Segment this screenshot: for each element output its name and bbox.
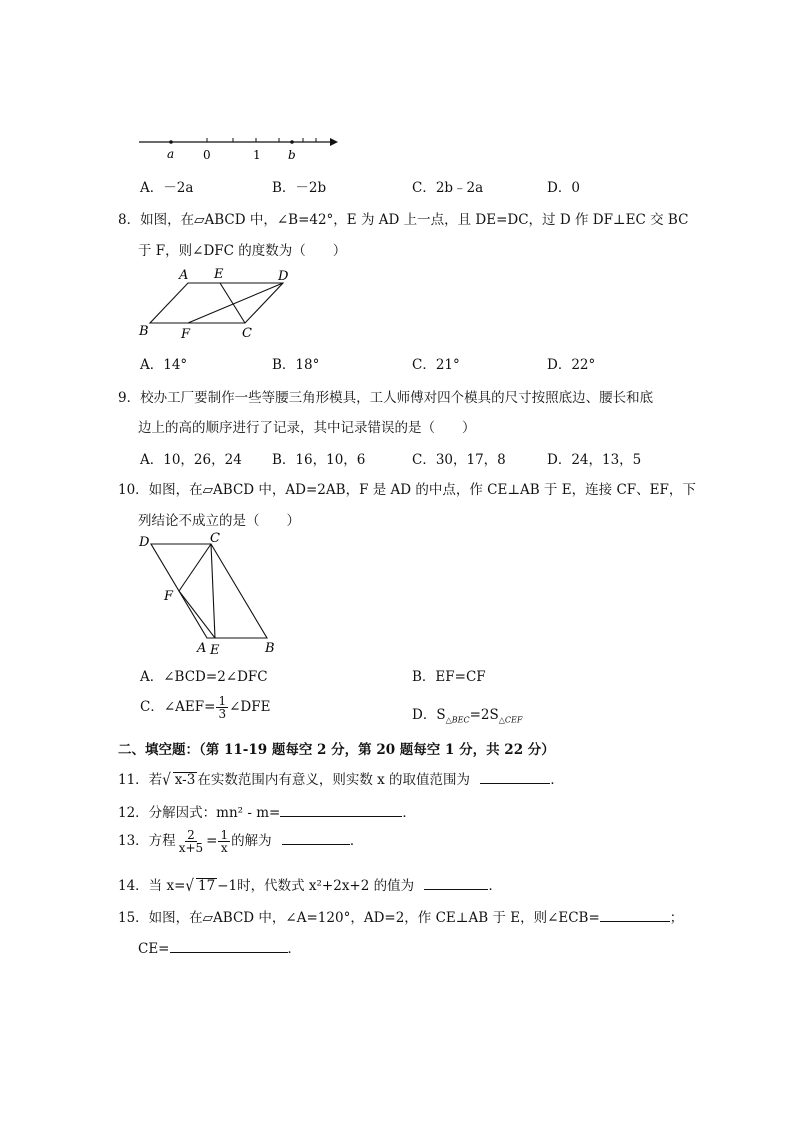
label-B: B [265, 641, 275, 656]
sqrt-sign-icon: √ [185, 876, 195, 896]
q12: 12．分解因式：mn² - m= ． [118, 805, 416, 821]
q15-ce-answer-blank[interactable] [170, 940, 288, 953]
point-a [169, 140, 173, 144]
q10-text-line1: 10．如图，在▱ABCD 中，AD=2AB，F 是 AD 的中点，作 CE⊥AB 于 E，连接 CF、EF，下 [118, 482, 696, 498]
q9-text-line1: 9．校办工厂要制作一些等腰三角形模具，工人师傅对四个模具的尺寸按照底边、腰长和底 [118, 390, 654, 406]
label-0: 0 [203, 148, 211, 162]
q14-radicand: 17 [198, 878, 216, 894]
q10-parallelogram-figure [135, 530, 285, 658]
q10-option-c [140, 695, 270, 720]
label-a: a [167, 147, 175, 161]
label-A: A [197, 641, 207, 656]
fraction-one-third: $\frac{1}{3}$ [218, 694, 227, 721]
label-E: E [214, 267, 224, 282]
q9-text-line2: 边上的高的顺序进行了记录，其中记录错误的是（ ） [138, 420, 476, 436]
q10-option-b: B．EF=CF [412, 669, 486, 685]
label-C: C [210, 531, 220, 546]
q14-answer-blank[interactable] [424, 877, 488, 890]
label-B: B [139, 324, 149, 339]
fraction-1-over-x: $\frac{1}{x}$ [220, 828, 229, 855]
q7-option-a: A．－2a [140, 180, 194, 196]
q10-option-a: A．∠BCD=2∠DFC [140, 669, 268, 685]
section-fill-in-title: 二、填空题：（第 11-19 题每空 2 分，第 20 题每空 1 分，共 22 分） [118, 742, 555, 758]
number-line-figure [135, 132, 345, 164]
segment-df [188, 283, 283, 323]
number-line-arrow [330, 138, 338, 146]
q9-option-c: C．30，17，8 [412, 452, 506, 468]
label-A: A [179, 268, 189, 283]
point-b [290, 140, 294, 144]
q8-text-line1: 8．如图，在▱ABCD 中，∠B=42°，E 为 AD 上一点，且 DE=DC，过 D 作 DF⊥EC 交 BC [118, 212, 689, 228]
q11-answer-blank[interactable] [480, 771, 550, 784]
q11-radicand: x-3 [174, 772, 196, 788]
q9-option-a: A．10，26，24 [140, 452, 242, 468]
q8-text-line2: 于 F，则∠DFC 的度数为（ ） [138, 243, 347, 259]
q15-line2: CE= ． [138, 941, 301, 957]
fraction-2-over-x-plus-5: $\frac{2}{x+5}$ [178, 828, 204, 855]
q15-angle-answer-blank[interactable] [600, 909, 670, 922]
q10-option-d: D．$S_{\triangle BEC}=2S_{\triangle CEF}$ [412, 707, 523, 725]
q13-answer-blank[interactable] [282, 832, 350, 845]
label-C: C [242, 326, 252, 341]
label-E: E [210, 643, 220, 658]
q8-option-b: B．18° [272, 357, 320, 373]
label-b: b [288, 148, 296, 162]
q10-text-line2: 列结论不成立的是（ ） [138, 513, 300, 529]
segment-cf [179, 544, 211, 591]
q7-option-d: D．0 [547, 180, 580, 196]
q7-option-c: C．2b﹣2a [412, 180, 484, 196]
label-F: F [181, 327, 191, 342]
q8-parallelogram-figure [135, 262, 295, 344]
q8-option-d: D．22° [547, 357, 596, 373]
q9-option-d: D．24，13，5 [547, 452, 642, 468]
q14: 14．当 x=√ 17 −1时，代数式 x²+2x+2 的值为 ． [118, 876, 502, 896]
label-1: 1 [253, 148, 261, 162]
q13: 13．方程 $\frac{2}{x+5}$ = $\frac{1}{x}$ 的解为 ． [118, 828, 364, 855]
q12-answer-blank[interactable] [280, 804, 402, 817]
label-F: F [164, 589, 174, 604]
q11: 11．若√ x-3 在实数范围内有意义，则实数 x 的取值范围为 ． [118, 770, 564, 790]
label-D: D [139, 535, 150, 550]
q10-option-c-prefix: C．∠AEF= [140, 699, 216, 715]
parallelogram-abcd [150, 283, 283, 323]
label-D: D [278, 269, 289, 284]
segment-ec [220, 283, 245, 323]
segment-fe [179, 591, 215, 638]
q10-option-c-suffix: ∠DFE [229, 699, 271, 715]
q8-option-a: A．14° [140, 357, 188, 373]
q7-option-b: B．－2b [272, 180, 327, 196]
q8-option-c: C．21° [412, 357, 460, 373]
q15-line1: 15．如图，在▱ABCD 中，∠A=120°，AD=2，作 CE⊥AB 于 E，则∠ECB= ； [118, 910, 684, 926]
segment-ce [211, 544, 215, 638]
sqrt-sign-icon: √ [162, 770, 171, 790]
q9-option-b: B．16，10，6 [272, 452, 366, 468]
